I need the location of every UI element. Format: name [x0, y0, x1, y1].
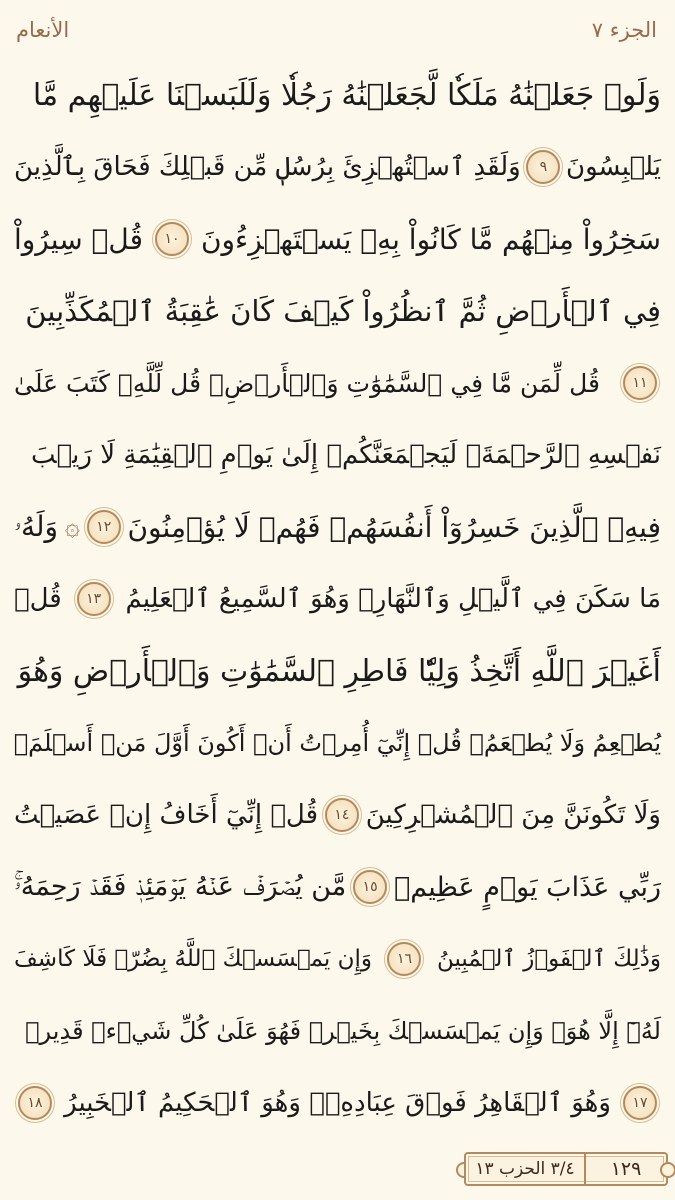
ayah-number-marker: ١٢: [87, 510, 121, 544]
verse-text: لَهُۥٓ إِلَّا هُوَۖ وَإِن يَمۡسَسۡكَ بِخَيۡرٖ فَهُوَ عَلَىٰ كُلِّ شَيۡءٖ قَدِيرٞ: [25, 1017, 661, 1045]
verse-text: فِي ٱلۡأَرۡضِ ثُمَّ ٱنظُرُواْ كَيۡفَ كَانَ عَٰقِبَةُ ٱلۡمُكَذِّبِينَ: [25, 294, 661, 328]
verse-text: قُلۡ إِنِّيٓ أَخَافُ إِنۡ عَصَيۡتُ: [14, 800, 319, 830]
quran-page-text: [14, 62, 661, 1142]
text-line: [14, 350, 661, 416]
verse-text: رَبِّي عَذَابَ يَوۡمٍ عَظِيمٖ: [394, 871, 661, 903]
page-header: [0, 0, 675, 48]
ayah-number-marker: ١٥: [353, 870, 387, 904]
verse-text: وَذَٰلِكَ ٱلۡفَوۡزُ ٱلۡمُبِينُ: [436, 946, 661, 972]
verse-text: وَإِن يَمۡسَسۡكَ ٱللَّهُ بِضُرّٖ فَلَا كَاشِفَ: [14, 946, 373, 972]
verse-text: وَلَا تَكُونَنَّ مِنَ ٱلۡمُشۡرِكِينَ: [365, 800, 661, 830]
verse-text: فِيهِۚ ٱلَّذِينَ خَسِرُوٓاْ أَنفُسَهُمۡ فَهُمۡ لَا يُؤۡمِنُونَ: [127, 510, 661, 544]
verse-text: سَخِرُواْ مِنۡهُم مَّا كَانُواْ بِهِۦ يَسۡتَهۡزِءُونَ: [200, 222, 661, 256]
footer-frame: [464, 1152, 668, 1186]
verse-text: قُلۡ: [14, 584, 62, 614]
text-line: [14, 62, 661, 128]
text-line: [14, 854, 661, 920]
ayah-number-marker: ١٤: [325, 798, 359, 832]
juz-label: الجزء ٧: [591, 18, 657, 42]
verse-text: قُلۡ سِيرُواْ: [14, 222, 143, 256]
verse-text: وَلَوۡ جَعَلۡنَٰهُ مَلَكٗا لَّجَعَلۡنَٰهُ رَجُلٗا وَلَلَبَسۡنَا عَلَيۡهِم مَّا: [32, 77, 661, 113]
ayah-number-marker: ١١: [623, 366, 657, 400]
ayah-number-marker: ١٠: [155, 222, 189, 256]
text-line: [14, 278, 661, 344]
footer-ornament-right: [660, 1162, 675, 1178]
text-line: [14, 1070, 661, 1136]
verse-text: وَلَقَدِ ٱسۡتُهۡزِئَ بِرُسُلٖ مِّن قَبۡلِكَ فَحَاقَ بِٱلَّذِينَ: [14, 152, 521, 182]
verse-text: أَغَيۡرَ ٱللَّهِ أَتَّخِذُ وَلِيّٗا فَاطِرِ ٱلسَّمَٰوَٰتِ وَٱلۡأَرۡضِ وَهُوَ: [17, 653, 661, 689]
verse-text: يُطۡعِمُ وَلَا يُطۡعَمُۗ قُلۡ إِنِّيٓ أُمِرۡتُ أَنۡ أَكُونَ أَوَّلَ مَنۡ أَسۡلَمَۖ: [13, 729, 661, 757]
hizb-label: ٣/٤ الحزب ١٣: [475, 1159, 575, 1179]
text-line: [14, 566, 661, 632]
verse-text: وَلَهُۥ: [14, 510, 59, 543]
verse-text: مَا سَكَنَ فِي ٱلَّيۡلِ وَٱلنَّهَارِۚ وَهُوَ ٱلسَّمِيعُ ٱلۡعَلِيمُ: [125, 584, 661, 614]
surah-name: الأنعام: [16, 18, 70, 42]
verse-text: يَلۡبِسُونَ: [565, 152, 661, 182]
ayah-number-marker: ١٨: [18, 1086, 52, 1120]
verse-text: نَفۡسِهِ ٱلرَّحۡمَةَۚ لَيَجۡمَعَنَّكُمۡ إِلَىٰ يَوۡمِ ٱلۡقِيَٰمَةِ لَا رَيۡبَ: [31, 440, 661, 470]
ayah-number-marker: ١٣: [77, 582, 111, 616]
page-number: ١٢٩: [610, 1158, 642, 1180]
text-line: [14, 422, 661, 488]
text-line: [14, 206, 661, 272]
ayah-number-marker: ١٦: [387, 942, 421, 976]
text-line: [14, 782, 661, 848]
text-line: [14, 998, 661, 1064]
verse-text: قُل لِّمَن مَّا فِي ٱلسَّمَٰوَٰتِ وَٱلۡأَرۡضِۖ قُل لِّلَّهِۚ كَتَبَ عَلَىٰ: [14, 368, 600, 398]
text-line: [14, 926, 661, 992]
ayah-number-marker: ١٧: [623, 1086, 657, 1120]
text-line: [14, 710, 661, 776]
text-line: [14, 134, 661, 200]
text-line: [14, 494, 661, 560]
ayah-number-marker: ٩: [526, 150, 560, 184]
text-line: [14, 638, 661, 704]
hizb-quarter-icon: ۞: [64, 512, 81, 542]
page-footer: [0, 1148, 675, 1188]
verse-text: مَّن يُصۡرَفۡ عَنۡهُ يَوۡمَئِذٖ فَقَدۡ رَحِمَهُۥۚ: [14, 871, 347, 902]
verse-text: وَهُوَ ٱلۡقَاهِرُ فَوۡقَ عِبَادِهِۦۚ وَهُوَ ٱلۡحَكِيمُ ٱلۡخَبِيرُ: [64, 1088, 611, 1118]
